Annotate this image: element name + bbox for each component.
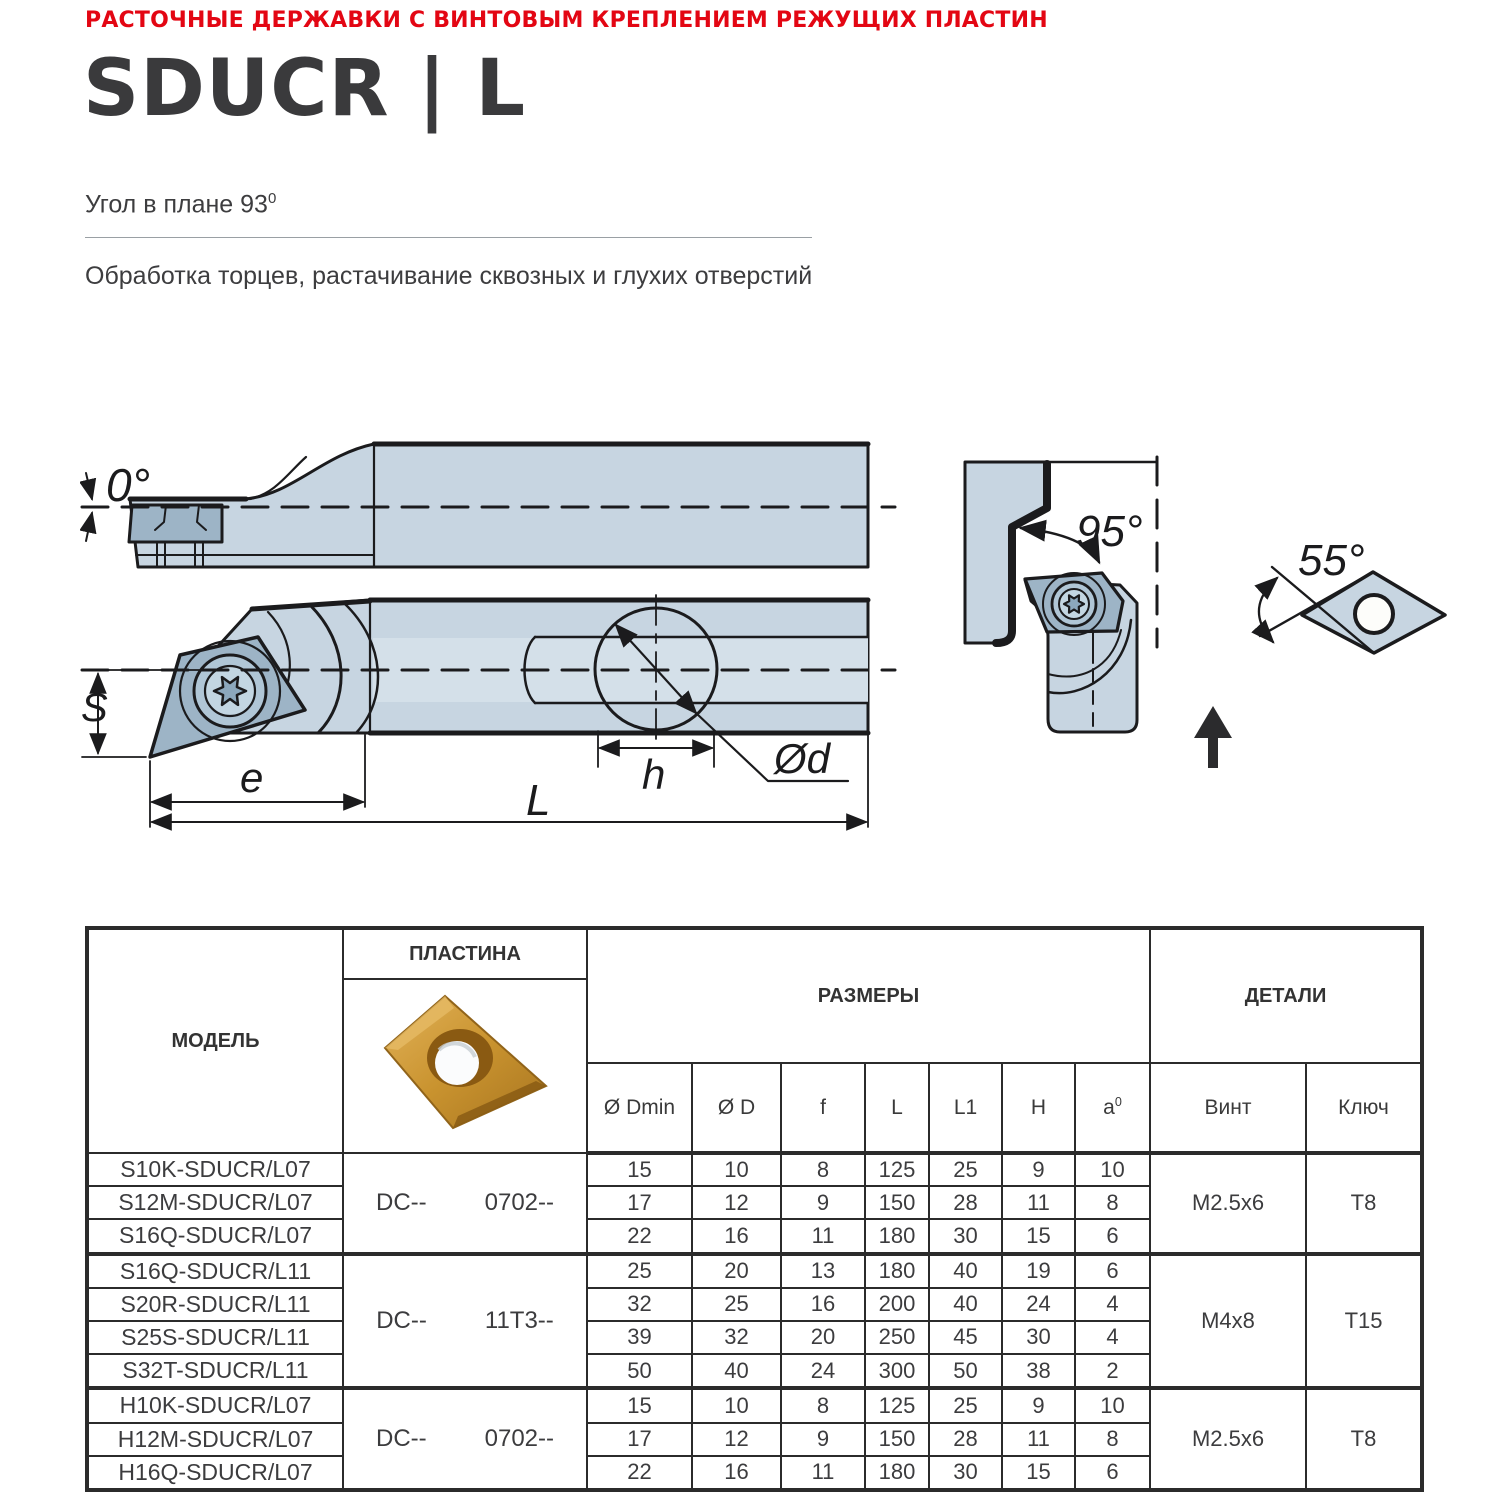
value-h: 11 (1002, 1186, 1075, 1219)
value-l: 300 (865, 1354, 929, 1388)
value-f: 13 (781, 1254, 865, 1288)
sub-header-key: Ключ (1306, 1063, 1422, 1153)
value-f: 8 (781, 1153, 865, 1186)
value-d: 12 (692, 1423, 781, 1456)
rake-angle-label: 0° (106, 459, 150, 511)
value-l: 180 (865, 1456, 929, 1490)
value-alpha: 8 (1075, 1186, 1150, 1219)
table-row (87, 1254, 1422, 1288)
screw-cell: M4x8 (1150, 1254, 1306, 1389)
sub-header-alpha: $a^0$ (1075, 1063, 1150, 1153)
value-dmin: 17 (587, 1186, 692, 1219)
model-name: S10K-SDUCR/L07 (87, 1153, 343, 1186)
torx-clamp-screw (180, 641, 280, 741)
value-f: 11 (781, 1456, 865, 1490)
value-l1: 45 (929, 1321, 1002, 1354)
value-h: 9 (1002, 1388, 1075, 1422)
value-l1: 25 (929, 1388, 1002, 1422)
value-f: 24 (781, 1354, 865, 1388)
sub-header-dmin: Ø Dmin (587, 1063, 692, 1153)
sub-header-screw: Винт (1150, 1063, 1306, 1153)
value-l1: 25 (929, 1153, 1002, 1186)
value-dmin: 25 (587, 1254, 692, 1288)
sub-header-l: L (865, 1063, 929, 1153)
model-name: S25S-SDUCR/L11 (87, 1321, 343, 1354)
column-group-details: ДЕТАЛИ (1150, 928, 1422, 1063)
model-name: H12M-SDUCR/L07 (87, 1423, 343, 1456)
workpiece-section (965, 462, 1047, 643)
value-f: 9 (781, 1423, 865, 1456)
value-f: 9 (781, 1186, 865, 1219)
value-l: 180 (865, 1219, 929, 1253)
value-h: 9 (1002, 1153, 1075, 1186)
value-dmin: 22 (587, 1219, 692, 1253)
value-d: 32 (692, 1321, 781, 1354)
value-dmin: 50 (587, 1354, 692, 1388)
value-alpha: 10 (1075, 1388, 1150, 1422)
value-alpha: 4 (1075, 1288, 1150, 1321)
value-l1: 30 (929, 1219, 1002, 1253)
dim-label-hole-diameter: Ød (774, 735, 831, 782)
key-cell: T8 (1306, 1153, 1422, 1254)
screw-cell: M2.5x6 (1150, 1153, 1306, 1254)
dim-label-e: e (240, 754, 264, 801)
value-d: 40 (692, 1354, 781, 1388)
divider-line (85, 237, 812, 238)
sub-header-l1: L1 (929, 1063, 1002, 1153)
value-d: 12 (692, 1186, 781, 1219)
value-alpha: 6 (1075, 1456, 1150, 1490)
value-l: 250 (865, 1321, 929, 1354)
sub-header-d: Ø D (692, 1063, 781, 1153)
value-alpha: 2 (1075, 1354, 1150, 1388)
value-d: 10 (692, 1388, 781, 1422)
value-d: 20 (692, 1254, 781, 1288)
dim-label-l: L (526, 776, 551, 825)
value-l1: 40 (929, 1254, 1002, 1288)
column-group-sizes: РАЗМЕРЫ (587, 928, 1150, 1063)
value-f: 20 (781, 1321, 865, 1354)
value-alpha: 10 (1075, 1153, 1150, 1186)
model-name: S12M-SDUCR/L07 (87, 1186, 343, 1219)
page-title: SDUCR | L (83, 44, 527, 134)
model-name: S16Q-SDUCR/L07 (87, 1219, 343, 1253)
value-l: 180 (865, 1254, 929, 1288)
value-l1: 40 (929, 1288, 1002, 1321)
screw-cell: M2.5x6 (1150, 1388, 1306, 1490)
table-row (87, 1153, 1422, 1186)
value-dmin: 17 (587, 1423, 692, 1456)
key-cell: T8 (1306, 1388, 1422, 1490)
value-h: 19 (1002, 1254, 1075, 1288)
value-l1: 28 (929, 1186, 1002, 1219)
specification-table (85, 926, 1424, 1492)
model-name: H10K-SDUCR/L07 (87, 1388, 343, 1422)
value-l1: 30 (929, 1456, 1002, 1490)
value-d: 25 (692, 1288, 781, 1321)
key-cell: T15 (1306, 1254, 1422, 1389)
value-l1: 50 (929, 1354, 1002, 1388)
value-f: 8 (781, 1388, 865, 1422)
value-l: 150 (865, 1186, 929, 1219)
value-dmin: 15 (587, 1153, 692, 1186)
insert-photo-cell (343, 979, 587, 1153)
value-alpha: 6 (1075, 1219, 1150, 1253)
value-d: 10 (692, 1153, 781, 1186)
value-h: 11 (1002, 1423, 1075, 1456)
value-h: 38 (1002, 1354, 1075, 1388)
sub-header-h: H (1002, 1063, 1075, 1153)
model-name: S20R-SDUCR/L11 (87, 1288, 343, 1321)
table-row (87, 1388, 1422, 1422)
dim-label-h: h (642, 751, 666, 798)
column-header-plate: ПЛАСТИНА (343, 928, 587, 979)
value-alpha: 8 (1075, 1423, 1150, 1456)
value-alpha: 4 (1075, 1321, 1150, 1354)
value-l: 125 (865, 1153, 929, 1186)
value-dmin: 39 (587, 1321, 692, 1354)
dim-label-s: S (81, 686, 108, 730)
boring-bar-side-view (82, 444, 895, 567)
value-d: 16 (692, 1219, 781, 1253)
plate-code-cell: DC-- 0702-- (343, 1388, 587, 1490)
model-name: S16Q-SDUCR/L11 (87, 1254, 343, 1288)
feed-direction-arrow (1194, 706, 1232, 768)
value-l: 125 (865, 1388, 929, 1422)
value-l: 150 (865, 1423, 929, 1456)
column-header-model: МОДЕЛЬ (87, 928, 343, 1153)
value-f: 11 (781, 1219, 865, 1253)
value-f: 16 (781, 1288, 865, 1321)
entering-angle-label: 95° (1076, 507, 1143, 556)
model-name: S32T-SDUCR/L11 (87, 1354, 343, 1388)
value-h: 30 (1002, 1321, 1075, 1354)
boring-bar-front-view (81, 595, 895, 827)
insert-hole (1355, 595, 1393, 633)
value-h: 15 (1002, 1456, 1075, 1490)
machining-scheme-view (965, 457, 1232, 768)
model-name: H16Q-SDUCR/L07 (87, 1456, 343, 1490)
value-dmin: 32 (587, 1288, 692, 1321)
value-alpha: 6 (1075, 1254, 1150, 1288)
sub-header-f: f (781, 1063, 865, 1153)
insert-shape-view (1259, 536, 1445, 653)
plan-angle-subtitle: Угол в плане $93^0$ (85, 190, 277, 219)
value-dmin: 15 (587, 1388, 692, 1422)
technical-drawing (80, 415, 1470, 835)
value-h: 24 (1002, 1288, 1075, 1321)
insert-angle-label: 55° (1298, 536, 1365, 585)
torx-screw-scheme-view (1043, 573, 1105, 635)
value-l1: 28 (929, 1423, 1002, 1456)
application-description: Обработка торцев, растачивание сквозных и глухих отверстий (85, 262, 813, 290)
value-h: 15 (1002, 1219, 1075, 1253)
value-dmin: 22 (587, 1456, 692, 1490)
insert-photo (344, 980, 587, 1147)
category-heading: РАСТОЧНЫЕ ДЕРЖАВКИ С ВИНТОВЫМ КРЕПЛЕНИЕМ РЕЖУЩИХ ПЛАСТИН (85, 8, 1048, 33)
plate-code-cell: DC-- 0702-- (343, 1153, 587, 1254)
plate-code-cell: DC-- 11T3-- (343, 1254, 587, 1389)
value-l: 200 (865, 1288, 929, 1321)
value-d: 16 (692, 1456, 781, 1490)
